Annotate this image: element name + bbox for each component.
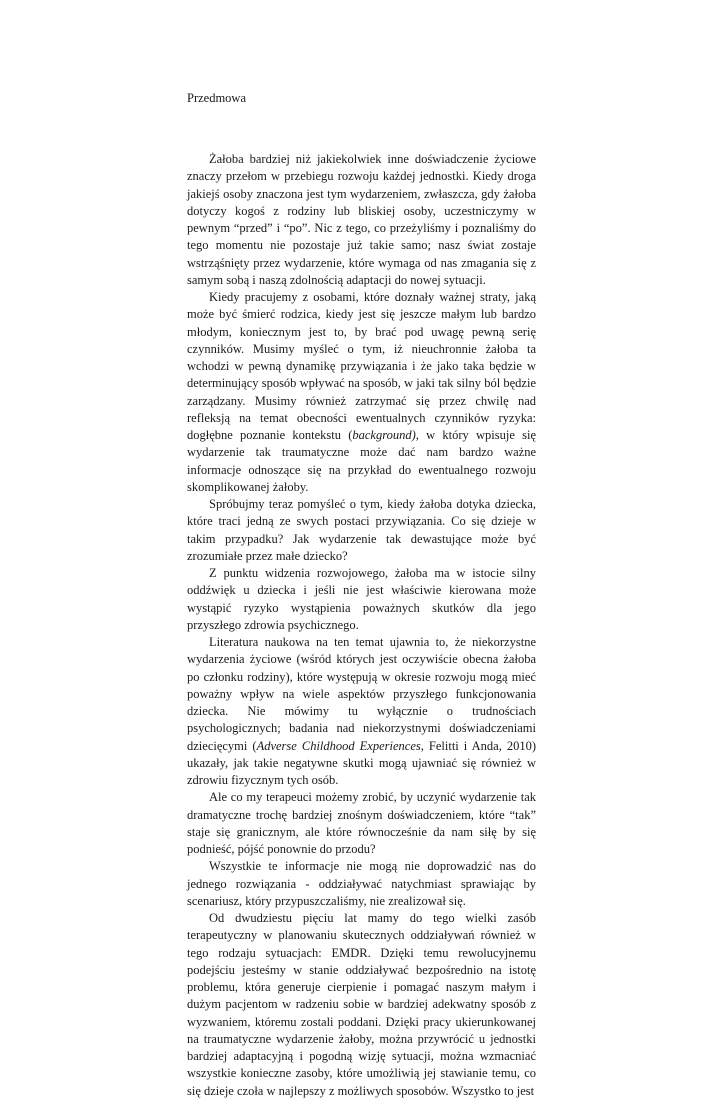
paragraph-4-text: Z punktu widzenia rozwojowego, żałoba ma w istocie silny oddźwięk u dziecka i jeśli nie jest właściwie kierowana może wystąpić ryzyko wystąpienia poważnych skutków dla jego przyszłego zdrowia psychicznego.	[187, 566, 536, 632]
paragraph-1-text: Żałoba bardziej niż jakiekolwiek inne doświadczenie życiowe znaczy przełom w przebiegu rozwoju każdej jednostki. Kiedy droga jakiejś osoby znaczona jest tym wydarzeniem, zwłaszcza, gdy żałoba dotyczy kogoś z rodziny lub bliskiej osoby, uczestniczymy w pewnym “przed” i “po”. Nic z tego, co przeżyliśmy i poznaliśmy do tego momentu nie pozostaje już takie samo; nasz świat zostaje wstrząśnięty przez wydarzenie, które wymaga od nas zmagania się z samym sobą i naszą zdolnością adaptacji do nowej sytuacji.	[187, 152, 536, 287]
body-text	[187, 151, 536, 1100]
paragraph-5-text: Literatura naukowa na ten temat ujawnia to, że niekorzystne wydarzenia życiowe (wśród których jest oczywiście obecna żałoba po członku rodziny), które występują w okresie rozwoju mogą mieć poważny wpływ na wiele aspektów przyszłego funkcjonowania dziecka. Nie mówimy tu wyłącznie o trudnościach psychologicznych; badania nad niekorzystnymi doświadczeniami dziecięcymi (	[187, 635, 536, 753]
paragraph-5-text-cont: Felitti i Anda, 2010) ukazały, jak takie negatywne skutki mogą ujawniać się również w zdrowiu fizycznym tych osób.	[187, 738, 537, 787]
paragraph-2-italic: background),	[352, 428, 419, 442]
paragraph-3-text: Spróbujmy teraz pomyśleć o tym, kiedy żałoba dotyka dziecka, które traci jedną ze swych postaci przywiązania. Co się dzieje w takim przypadku? Jak wydarzenie tak dewastujące może być zrozumiałe przez małe dziecko?	[187, 497, 536, 563]
paragraph-5-italic: Adverse Childhood Experiences,	[256, 738, 424, 753]
paragraph-6	[187, 789, 536, 858]
running-head: Przedmowa	[187, 91, 247, 105]
paragraph-6-text: Ale co my terapeuci możemy zrobić, by uczynić wydarzenie tak dramatyczne trochę bardziej znośnym doświadczeniem, które “tak” staje się granicznym, ale które równocześnie da nam siłę by się podnieść, pójść ponownie do przodu?	[187, 790, 536, 856]
paragraph-4	[187, 565, 536, 634]
paragraph-2-text: Kiedy pracujemy z osobami, które doznały ważnej straty, jaką może być śmierć rodzica, kiedy jest się jeszcze małym lub bardzo młodym, koniecznym jest to, by brać pod uwagę pewną serię czynników. Musimy myśleć o tym, iż nieuchronnie żałoba ta wchodzi w pewną dynamikę przywiązania i że jako taka będzie w determinujący sposób wpływać na sposób, w jaki tak silny ból będzie zarządzany. Musimy również zatrzymać się przez chwilę nad refleksją na temat obecności ewentualnych czynników ryzyka: dogłębne poznanie kontekstu (	[187, 290, 536, 442]
paragraph-7	[187, 858, 536, 910]
paragraph-7-text: Wszystkie te informacje nie mogą nie doprowadzić nas do jednego rozwiązania - oddziaływać natychmiast sprawiając by scenariusz, który przypuszczaliśmy, nie zrealizował się.	[187, 859, 536, 908]
paragraph-1	[187, 151, 536, 289]
paragraph-2	[187, 289, 536, 496]
paragraph-5	[187, 634, 536, 789]
paragraph-2-text-cont: w który wpisuje się wydarzenie tak traumatyczne może dać nam bardzo ważne informacje odnoszące się na przykład do ewentualnego rozwoju skomplikowanej żałoby.	[187, 428, 536, 494]
paragraph-8	[187, 910, 536, 1100]
paragraph-3	[187, 496, 536, 565]
paragraph-8-text: Od dwudziestu pięciu lat mamy do tego wielki zasób terapeutyczny w planowaniu skutecznych oddziaływań również w tego rodzaju sytuacjach: EMDR. Dzięki temu rewolucyjnemu podejściu jesteśmy w stanie oddziaływać bezpośrednio na istotę problemu, która generuje cierpienie i pomagać naszym małym i dużym pacjentom w radzeniu sobie w bardziej adekwatny sposób z wyzwaniem, któremu zostali poddani. Dzięki pracy ukierunkowanej na traumatyczne wydarzenie żałoby, można przywrócić u jednostki bardziej adaptacyjną i pogodną wizję sytuacji, można wzmacniać wszystkie konieczne zasoby, które umożliwią jej stawianie temu, co się dzieje czoła w najlepszy z możliwych sposobów. Wszystko to jest	[187, 911, 536, 1098]
